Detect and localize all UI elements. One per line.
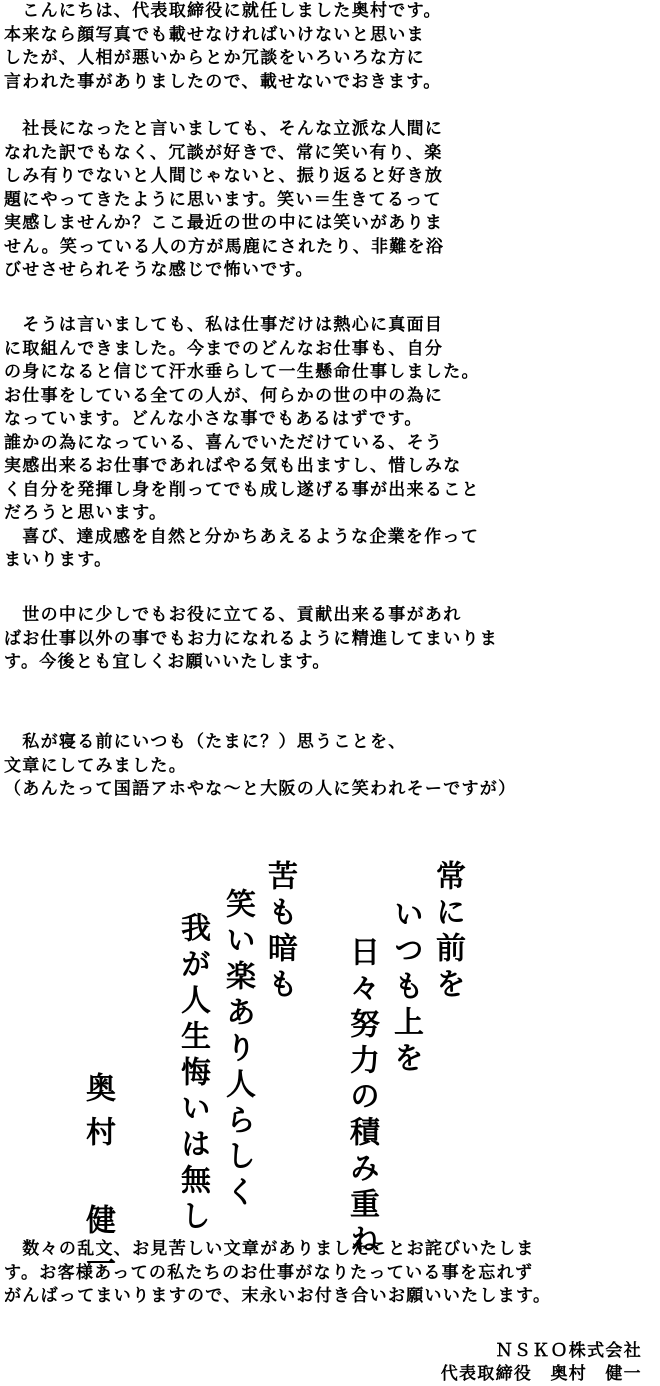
text-line: 誰かの為になっている、喜んでいただけている、そう [4, 432, 444, 453]
text-line: だろうと思います。 [4, 503, 168, 523]
poem-line: いつも上を [388, 898, 423, 1078]
poem-line: 常に前を [430, 860, 465, 1004]
text-line: まいります。 [4, 550, 113, 570]
work-paragraph [4, 314, 656, 573]
intro-paragraph [4, 0, 656, 94]
text-line: がんばってまいりますので、末永いお付き合いお願いいたします。 [4, 1286, 552, 1306]
text-line: しみ有りでないと人間じゃないと、振り返ると好き放 [4, 166, 444, 186]
poem-line: 笑い楽あり人らしく [220, 888, 255, 1212]
signature-block [342, 1340, 642, 1386]
text-line: （あんたって国語アホやな～と大阪の人に笑われそーですが） [4, 779, 517, 799]
text-line: そうは言いましても、私は仕事だけは熱心に真面目 [4, 315, 444, 335]
poem-line: 日々努力の積み重ね [344, 936, 379, 1260]
text-line: びせさせられそうな感じで怖いです。 [4, 260, 314, 280]
text-line: に取組んできました。今までのどんなお仕事も、自分 [4, 338, 444, 359]
text-line: 実感出来るお仕事であればやる気も出ますし、惜しみな [4, 456, 462, 476]
text-line: 世の中に少しでもお役に立てる、貢献出来る事があれ [4, 605, 462, 625]
president-paragraph [4, 118, 656, 283]
text-line: せん。笑っている人の方が馬鹿にされたり、非難を浴 [4, 236, 445, 257]
text-line: 数々の乱文、お見苦しい文章がありましたことお詫びいたしま [4, 1239, 535, 1259]
text-line: 私が寝る前にいつも（たまに？）思うことを、 [4, 732, 407, 752]
text-line: 言われた事がありましたので、載せないでおきます。 [4, 71, 442, 92]
text-line: す。お客様あっての私たちのお仕事がなりたっている事を忘れず [4, 1262, 534, 1283]
text-line: なれた訳でもなく、冗談が好きで、常に笑い有り、楽 [4, 142, 443, 163]
text-line: 喜び、達成感を自然と分かちあえるような企業を作って [4, 526, 480, 547]
writing-intro-paragraph [4, 731, 656, 802]
text-line: なっています。どんな小さな事でもあるはずです。 [4, 409, 423, 429]
company-name: ＮＳＫＯ株式会社 [495, 1341, 642, 1361]
text-line: の身になると信じて汗水垂らして一生懸命仕事しました。 [4, 362, 480, 382]
text-line: 社長になったと言いましても、そんな立派な人間に [4, 119, 444, 139]
text-line: 文章にしてみました。 [4, 755, 187, 776]
signer-title-name: 代表取締役 奥村 健一 [440, 1364, 642, 1384]
text-line: こんにちは、代表取締役に就任しました奥村です。 [4, 1, 442, 21]
apology-paragraph [4, 1238, 656, 1309]
poem-line: 我が人生悔いは無し [175, 912, 210, 1236]
poem-author: 奥村 健一 [80, 1072, 115, 1292]
text-line: ばお仕事以外の事でもお力になれるように精進してまいりま [4, 628, 499, 649]
text-line: す。今後とも宜しくお願いいたします。 [4, 652, 331, 672]
text-line: お仕事をしている全ての人が、何らかの世の中の為に [4, 385, 444, 406]
text-line: 実感しませんか？ここ最近の世の中には笑いがありま [4, 213, 444, 233]
poem-line: 苦も暗も [262, 860, 297, 1004]
text-line: 本来なら顔写真でも載せなければいけないと思いま [4, 24, 425, 45]
text-line: 題にやってきたように思います。笑い＝生きてるって [4, 189, 442, 210]
society-paragraph [4, 604, 656, 675]
text-line: く自分を発揮し身を削ってでも成し遂げる事が出来ること [4, 479, 480, 500]
text-line: したが、人相が悪いからとか冗談をいろいろな方に [4, 48, 425, 68]
